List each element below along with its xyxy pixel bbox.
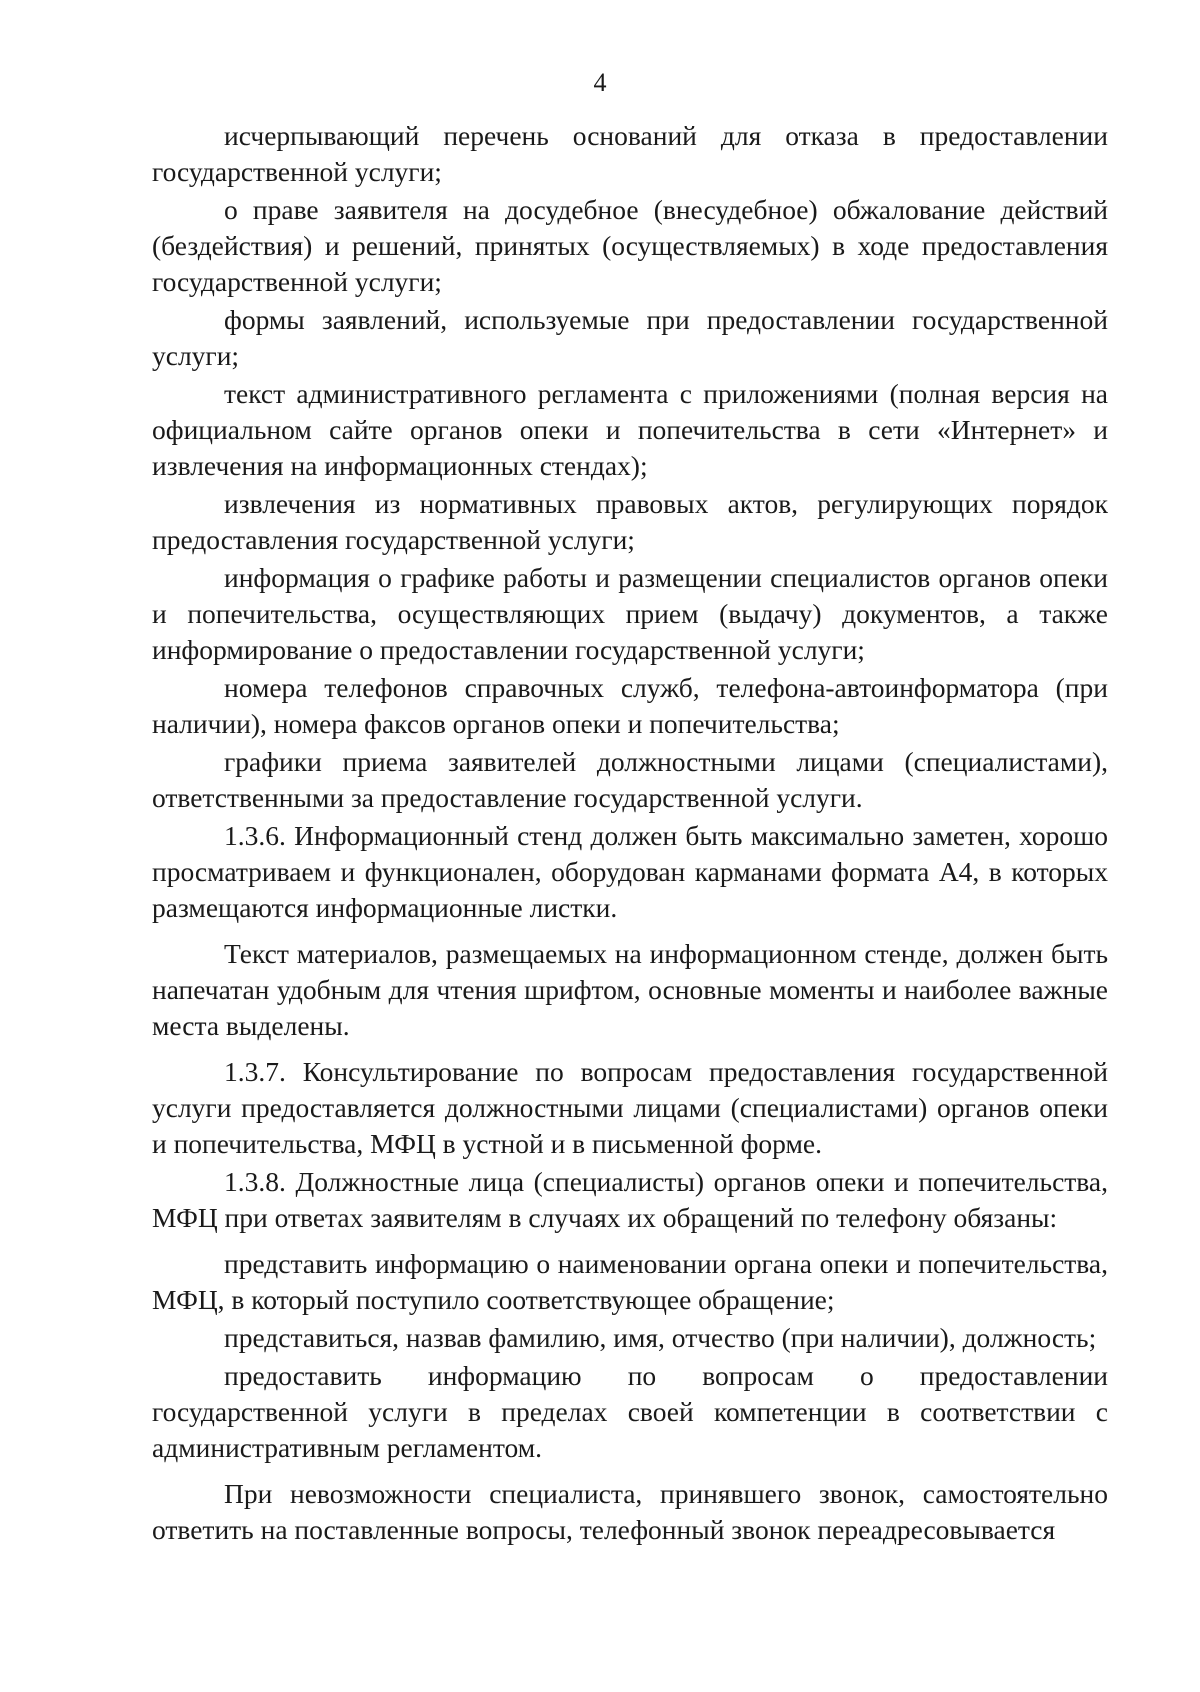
paragraph-12: 1.3.8. Должностные лица (специалисты) органов опеки и попечительства, МФЦ при ответах заявителям в случаях их обращений по телефону обязаны: bbox=[152, 1166, 1108, 1233]
paragraph-9: 1.3.6. Информационный стенд должен быть максимально заметен, хорошо просматриваем и функционален, оборудован карманами формата А4, в которых размещаются информационные листки. bbox=[152, 820, 1108, 923]
paragraph-2: о праве заявителя на досудебное (внесудебное) обжалование действий (бездействия) и решений, принятых (осуществляемых) в ходе предоставления государственной услуги; bbox=[152, 194, 1108, 297]
paragraph-7: номера телефонов справочных служб, телефона-автоинформатора (при наличии), номера факсов органов опеки и попечительства; bbox=[152, 672, 1108, 739]
paragraph-15: предоставить информацию по вопросам о предоставлении государственной услуги в пределах своей компетенции в соответствии с административным регламентом. bbox=[152, 1360, 1108, 1463]
paragraph-16: При невозможности специалиста, принявшего звонок, самостоятельно ответить на поставленные вопросы, телефонный звонок переадресовывается bbox=[152, 1478, 1108, 1545]
paragraph-11: 1.3.7. Консультирование по вопросам предоставления государственной услуги предоставляется должностными лицами (специалистами) органов опеки и попечительства, МФЦ в устной и в письменной форме. bbox=[152, 1056, 1108, 1159]
paragraph-5: извлечения из нормативных правовых актов, регулирующих порядок предоставления государственной услуги; bbox=[152, 488, 1108, 555]
paragraph-4: текст административного регламента с приложениями (полная версия на официальном сайте органов опеки и попечительства в сети «Интернет» и извлечения на информационных стендах); bbox=[152, 378, 1108, 481]
paragraph-10: Текст материалов, размещаемых на информационном стенде, должен быть напечатан удобным для чтения шрифтом, основные моменты и наиболее важные места выделены. bbox=[152, 938, 1108, 1041]
paragraph-3: формы заявлений, используемые при предоставлении государственной услуги; bbox=[152, 304, 1108, 371]
paragraph-8: графики приема заявителей должностными лицами (специалистами), ответственными за предоставление государственной услуги. bbox=[152, 746, 1108, 813]
paragraph-13: представить информацию о наименовании органа опеки и попечительства, МФЦ, в который поступило соответствующее обращение; bbox=[152, 1248, 1108, 1315]
page-number: 4 bbox=[593, 68, 607, 97]
paragraph-1: исчерпывающий перечень оснований для отказа в предоставлении государственной услуги; bbox=[152, 120, 1108, 187]
paragraph-14: представиться, назвав фамилию, имя, отчество (при наличии), должность; bbox=[224, 1322, 1097, 1353]
document-body bbox=[152, 118, 1108, 1548]
paragraph-6: информация о графике работы и размещении специалистов органов опеки и попечительства, осуществляющих прием (выдачу) документов, а также информирование о предоставлении государственной услуги; bbox=[152, 562, 1108, 665]
